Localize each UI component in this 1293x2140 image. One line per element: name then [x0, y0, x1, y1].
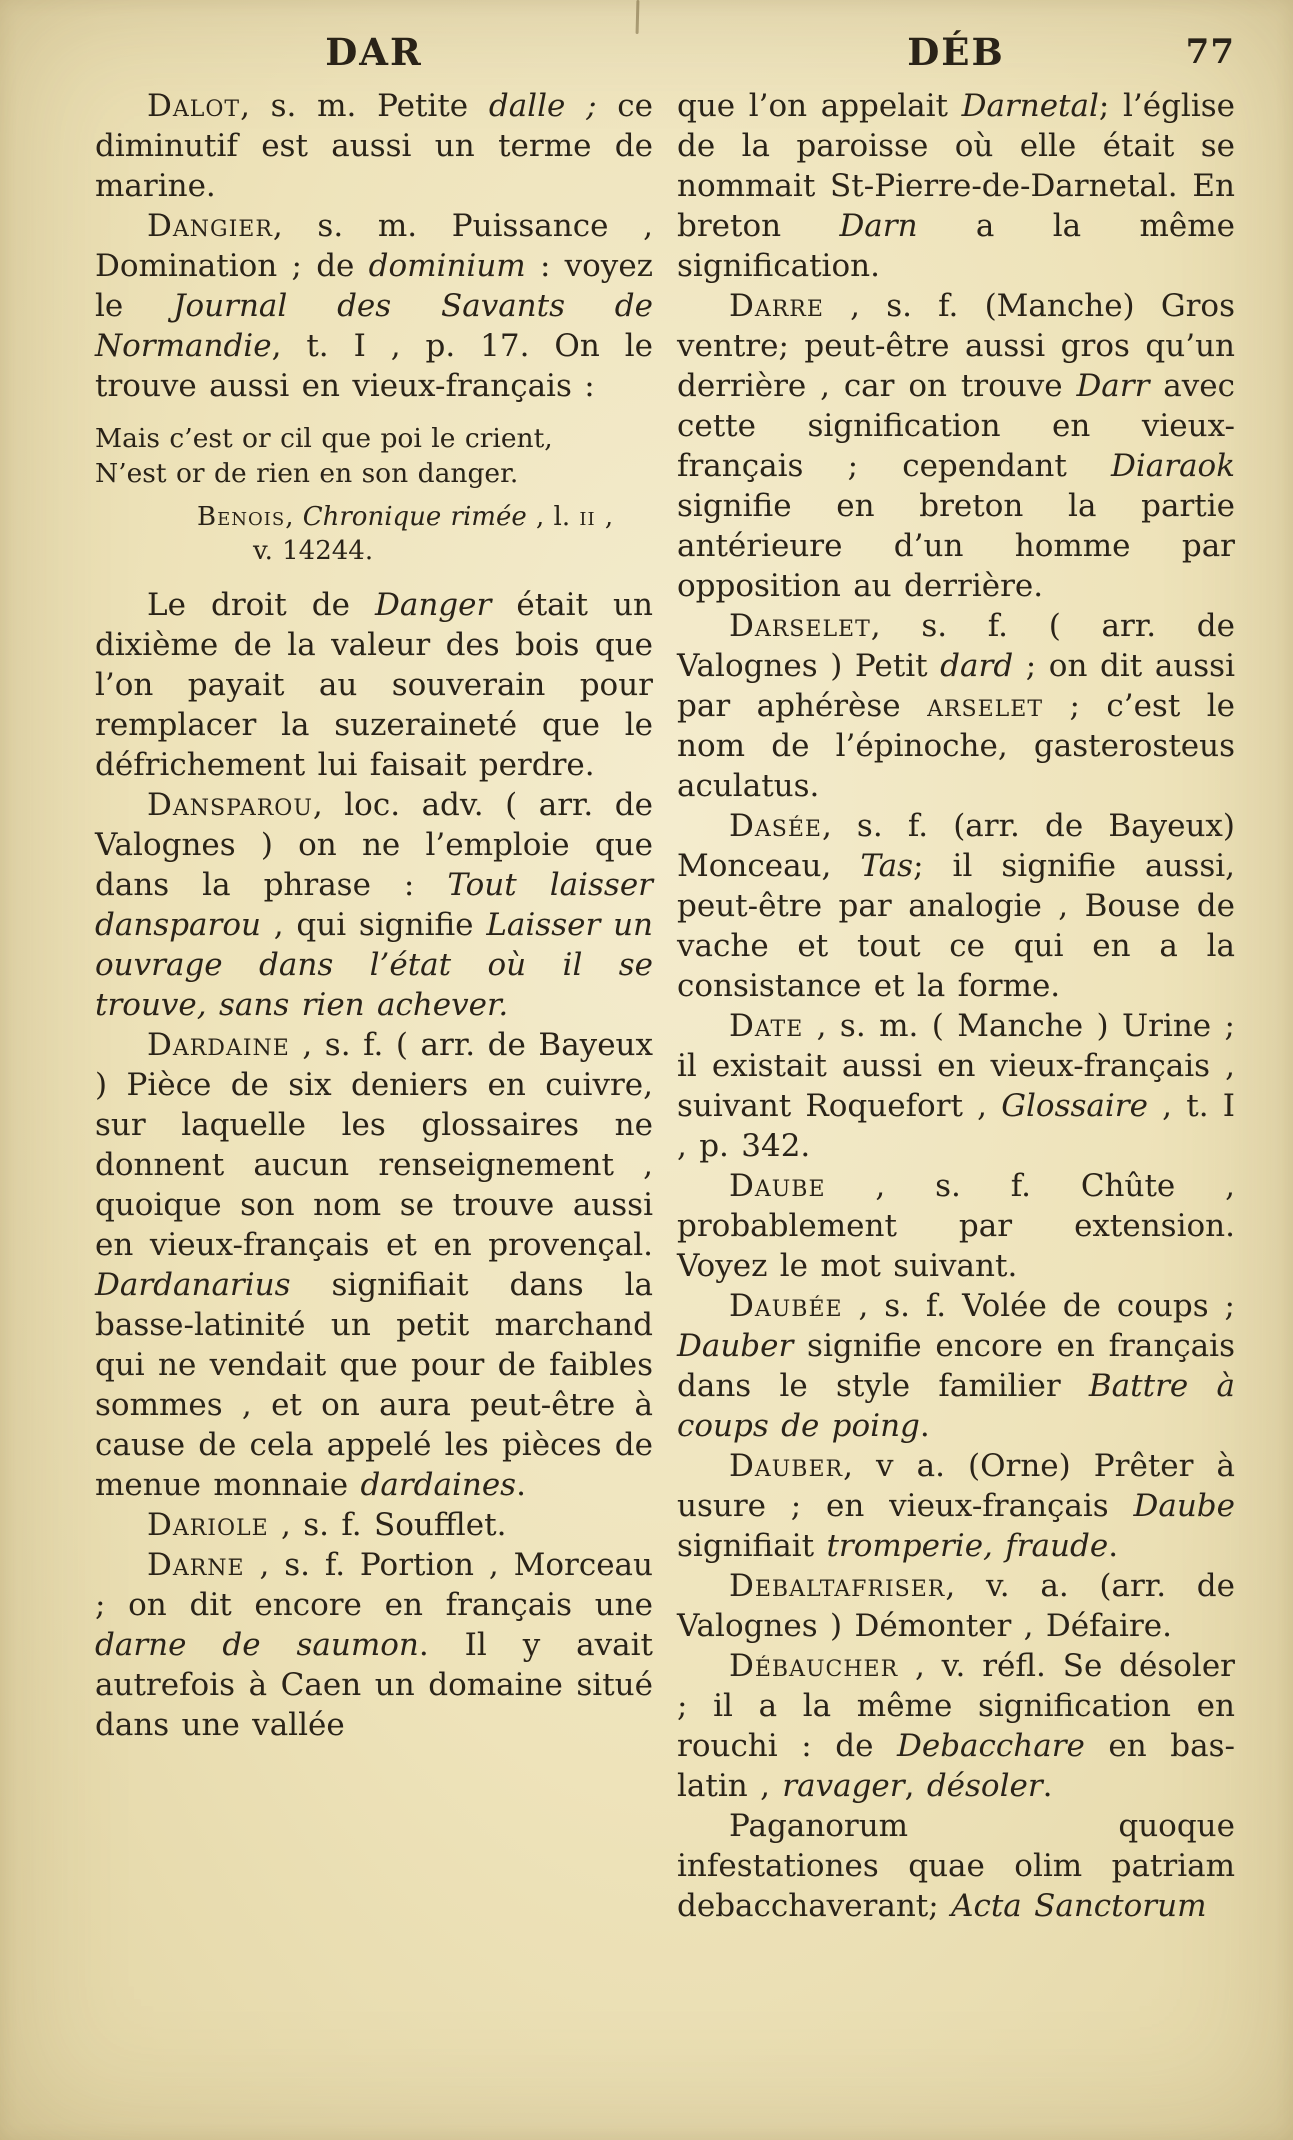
text-segment: Dansparou: [147, 787, 313, 823]
text-segment: ce diminutif est aussi un terme de marine.: [95, 88, 653, 204]
text-segment: Dardaine: [147, 1027, 290, 1063]
text-segment: .: [516, 1467, 526, 1503]
right-column: [677, 86, 1235, 1926]
running-head: [95, 30, 1235, 74]
text-segment: ; on dit aussi par aphérèse: [677, 648, 1235, 724]
text-segment: , s. m. Petite: [240, 88, 489, 124]
para-darnetal-continuation: [677, 86, 1235, 286]
entry-date: [677, 1006, 1235, 1166]
text-segment: avec cette signification en vieux-français ; cependant: [677, 368, 1235, 484]
text-segment: , s. f. (arr. de Bayeux) Monceau,: [677, 808, 1235, 884]
text-segment: ,: [285, 502, 303, 532]
text-line: [253, 534, 653, 568]
text-segment: Dangier: [147, 208, 273, 244]
right-column-head: DÉB: [907, 30, 1005, 74]
text-segment: ii: [579, 502, 596, 532]
entry-dalot: [95, 86, 653, 206]
text-segment: Benois: [197, 502, 286, 532]
text-segment: .: [919, 1408, 930, 1444]
text-segment: v. 14244.: [253, 536, 374, 566]
text-segment: Darn: [839, 208, 918, 244]
text-segment: Mais c’est or cil que poi le crient,: [95, 423, 553, 454]
text-line: [95, 456, 653, 491]
text-segment: , t. I , p. 342.: [677, 1088, 1235, 1164]
entry-darre: [677, 286, 1235, 606]
text-segment: tromperie, fraude: [826, 1528, 1109, 1564]
text-segment: , qui signifie: [260, 907, 487, 943]
text-segment: ; c’est le nom de l’épinoche, gasterosteus aculatus.: [677, 688, 1235, 804]
text-segment: en bas-latin ,: [677, 1728, 1236, 1804]
text-segment: Date: [729, 1008, 804, 1044]
text-segment: , t. I , p. 17. On le trouve aussi en vieux-français :: [95, 328, 653, 404]
text-segment: N’est or de rien en son danger.: [95, 458, 519, 489]
text-segment: Daube: [729, 1168, 826, 1204]
text-segment: Laisser un ouvrage dans l’état où il se trouve, sans rien achever.: [95, 907, 653, 1023]
text-segment: a la même signification.: [677, 208, 1235, 284]
text-segment: Darne: [147, 1547, 245, 1583]
text-segment: Journal des Savants de Normandie: [95, 288, 653, 364]
text-segment: Tas: [860, 848, 914, 884]
text-segment: ,: [904, 1768, 927, 1804]
text-segment: Daube: [1133, 1488, 1235, 1524]
text-segment: , v. réfl. Se désoler ; il a la même signification en rouchi : de: [677, 1648, 1235, 1764]
page-number: 77: [1185, 32, 1235, 72]
text-segment: , s. f. Portion , Morceau ; on dit encore en français une: [95, 1547, 653, 1623]
left-column: [95, 86, 653, 1926]
text-segment: , s. f. Chûte , probablement par extension. Voyez le mot suivant.: [677, 1168, 1235, 1284]
entry-dansparou: [95, 785, 653, 1025]
text-line: [197, 500, 653, 534]
para-latin-quote: [677, 1806, 1235, 1926]
text-segment: ravager: [782, 1768, 905, 1804]
text-segment: , v. a. (arr. de Valognes ) Démonter , Défaire.: [677, 1568, 1235, 1644]
text-segment: . Il y avait autrefois à Caen un domaine situé dans une vallée: [95, 1627, 653, 1743]
text-segment: Darnetal: [961, 88, 1099, 124]
text-columns: [95, 86, 1235, 1926]
entry-darselet: [677, 606, 1235, 806]
text-segment: Battre à coups de poing: [677, 1368, 1235, 1444]
entry-daubee: [677, 1286, 1235, 1446]
text-segment: dalle ;: [488, 88, 597, 124]
text-segment: Darselet: [729, 608, 871, 644]
text-line: [95, 421, 653, 456]
text-segment: Dauber: [729, 1448, 844, 1484]
text-segment: Dariole: [147, 1507, 269, 1543]
text-segment: signifiait: [677, 1528, 827, 1564]
text-segment: dard: [940, 648, 1014, 684]
text-segment: , s. f. ( arr. de Bayeux ) Pièce de six deniers en cuivre, sur laquelle les glossaires ne donnent aucun renseignement , quoique son nom se trouve aussi en vieux-français et en provençal.: [95, 1027, 653, 1263]
text-segment: Le droit de: [147, 587, 375, 623]
text-segment: Diaraok: [1111, 448, 1235, 484]
text-segment: Debaltafriser: [729, 1568, 946, 1604]
text-segment: signifie encore en français dans le style familier: [677, 1328, 1235, 1404]
para-droit-de-danger: [95, 585, 653, 785]
text-segment: : voyez le: [95, 248, 653, 324]
text-segment: .: [1042, 1768, 1053, 1804]
text-segment: , v a. (Orne) Prêter à usure ; en vieux-français: [677, 1448, 1235, 1524]
text-segment: , s. f. Volée de coups ;: [842, 1288, 1235, 1324]
entry-debaltafriser: [677, 1566, 1235, 1646]
text-segment: , s. f. Soufflet.: [268, 1507, 507, 1543]
text-segment: était un dixième de la valeur des bois que l’on payait au souverain pour remplacer la suzeraineté que le défrichement lui faisait perdre.: [95, 587, 653, 783]
text-segment: que l’on appelait: [677, 88, 962, 124]
entry-dangier: [95, 206, 653, 406]
text-segment: arselet: [927, 688, 1044, 724]
text-segment: dardaines: [360, 1467, 517, 1503]
text-segment: ; il signifie aussi, peut-être par analogie , Bouse de vache et tout ce qui en a la consistance et la forme.: [677, 848, 1235, 1004]
text-segment: Darr: [1076, 368, 1150, 404]
text-segment: , s. m. ( Manche ) Urine ; il existait aussi en vieux-français , suivant Roquefort ,: [677, 1008, 1235, 1124]
left-column-head: DAR: [325, 30, 423, 74]
text-segment: Acta Sanctorum: [951, 1888, 1207, 1924]
ink-scratch-artifact: [636, 0, 640, 34]
text-segment: signifie en breton la partie antérieure d’un homme par opposition au derrière.: [677, 488, 1235, 604]
text-segment: signifiait dans la basse-latinité un petit marchand qui ne vendait que pour de faibles sommes , et on aura peut-être à cause de cela appelé les pièces de menue monnaie: [95, 1267, 653, 1503]
text-segment: , s. f. (Manche) Gros ventre; peut-être aussi gros qu’un derrière , car on trouve: [677, 288, 1235, 404]
text-segment: Paganorum quoque infestationes quae olim patriam debacchaverant;: [677, 1808, 1235, 1924]
text-segment: Danger: [374, 587, 492, 623]
text-segment: ; l’église de la paroisse où elle était se nommait St-Pierre-de-Darnetal. En breton: [677, 88, 1235, 244]
entry-dardaine: [95, 1025, 653, 1505]
entry-dariole: [95, 1505, 653, 1545]
text-segment: ,: [595, 502, 614, 532]
text-segment: , s. m. Puissance , Domination ; de: [95, 208, 653, 284]
text-segment: Debacchare: [897, 1728, 1085, 1764]
entry-debaucher: [677, 1646, 1235, 1806]
text-segment: , loc. adv. ( arr. de Valognes ) on ne l’emploie que dans la phrase :: [95, 787, 653, 903]
text-segment: Chronique rimée: [302, 502, 527, 532]
text-segment: dominium: [368, 248, 526, 284]
text-segment: darne de saumon: [95, 1627, 419, 1663]
entry-dauber: [677, 1446, 1235, 1566]
entry-daube: [677, 1166, 1235, 1286]
text-segment: Dauber: [677, 1328, 794, 1364]
text-segment: Dasée: [729, 808, 822, 844]
text-segment: Daubée: [729, 1288, 843, 1324]
verse-old-french-quote: [95, 421, 653, 491]
text-segment: Débaucher: [729, 1648, 899, 1684]
text-segment: Tout laisser dansparou: [95, 867, 653, 943]
text-segment: .: [1108, 1528, 1119, 1564]
citation-benois: [95, 500, 653, 568]
entry-darne: [95, 1545, 653, 1745]
text-segment: , s. f. ( arr. de Valognes ) Petit: [677, 608, 1235, 684]
text-segment: , l.: [526, 502, 580, 532]
entry-dasee: [677, 806, 1235, 1006]
text-segment: Darre: [729, 288, 824, 324]
text-segment: désoler: [926, 1768, 1043, 1804]
text-segment: Dardanarius: [95, 1267, 291, 1303]
text-segment: Dalot: [147, 88, 241, 124]
text-segment: Glossaire: [1001, 1088, 1148, 1124]
